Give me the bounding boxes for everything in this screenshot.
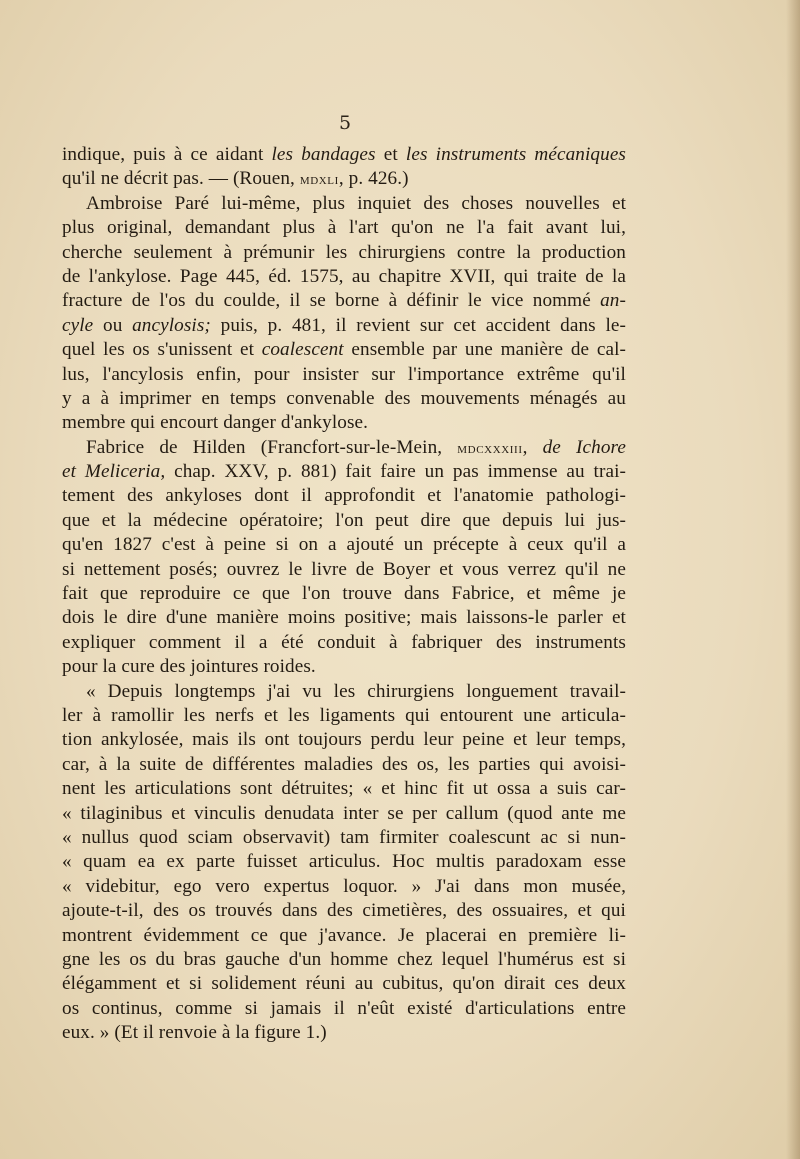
text-line <box>62 484 626 508</box>
text-line <box>62 192 626 216</box>
text-segment: puis, p. 481, il revient sur cet accident dans le- <box>210 314 627 336</box>
text-segment: y a à imprimer en temps convenable des mouvements ménagés au <box>62 387 626 409</box>
text-line <box>62 363 626 387</box>
text-segment: indique, puis à ce aidant <box>62 144 272 165</box>
text-line <box>62 899 626 923</box>
text-segment: Fabrice de Hilden (Francfort-sur-le-Mein, <box>86 436 458 458</box>
text-segment: « nullus quod sciam observavit) tam firmiter coalescunt ac si nun- <box>62 826 626 848</box>
text-line <box>62 533 626 557</box>
text-segment: dois le dire d'une manière moins positive; mais laissons-le parler et <box>62 607 626 629</box>
text-segment: , <box>522 436 543 458</box>
text-line <box>62 997 626 1021</box>
text-line <box>62 241 626 265</box>
text-line <box>62 582 626 606</box>
text-line <box>62 875 626 899</box>
text-line <box>62 753 626 777</box>
page-edge-shadow <box>786 0 800 1159</box>
text-segment: qu'il ne décrit pas. — (Rouen, <box>62 168 300 190</box>
text-line <box>62 704 626 728</box>
text-segment: de l'ankylose. Page 445, éd. 1575, au chapitre XVII, qui traite de la <box>62 265 626 287</box>
text-segment: expliquer comment il a été conduit à fabriquer des instruments <box>62 631 626 653</box>
text-segment: gne les os du bras gauche d'un homme chez lequel l'humérus est si <box>62 948 626 970</box>
text-line <box>62 606 626 630</box>
text-line <box>62 265 626 289</box>
text-line <box>62 460 626 484</box>
text-segment: fracture de l'os du coulde, il se borne à définir le vice nommé <box>62 290 601 312</box>
text-segment: « Depuis longtemps j'ai vu les chirurgiens longuement travail- <box>86 680 626 702</box>
text-line <box>62 802 626 826</box>
text-segment: ajoute-t-il, des os trouvés dans des cimetières, des ossuaires, et qui <box>62 900 626 922</box>
text-line <box>62 167 626 191</box>
text-segment: « quam ea ex parte fuisset articulus. Hoc multis paradoxam esse <box>62 851 626 873</box>
italic-segment: les bandages <box>271 144 376 165</box>
text-segment: car, à la suite de différentes maladies des os, les parties qui avoisi- <box>62 753 626 775</box>
text-line <box>62 1021 626 1045</box>
text-segment: fait que reproduire ce que l'on trouve dans Fabrice, et même je <box>62 583 626 605</box>
text-line <box>62 972 626 996</box>
italic-segment: an- <box>600 290 626 312</box>
small-caps-segment: mdcxxxiii <box>457 440 523 457</box>
text-segment: que et la médecine opératoire; l'on peut dire que depuis lui jus- <box>62 509 626 531</box>
text-line <box>62 411 626 435</box>
text-segment: ou <box>93 314 133 336</box>
text-segment: cherche seulement à prémunir les chirurgiens contre la production <box>62 241 626 263</box>
text-segment: eux. » (Et il renvoie à la figure 1.) <box>62 1022 327 1044</box>
italic-segment: coalescent <box>261 339 344 361</box>
text-line <box>62 387 626 411</box>
text-segment: « tilaginibus et vinculis denudata inter se per callum (quod ante me <box>62 802 626 824</box>
small-caps-segment: mdxli <box>299 172 339 189</box>
text-line <box>62 143 626 167</box>
text-segment: ler à ramollir les nerfs et les ligaments qui entourent une articula- <box>62 704 626 726</box>
text-segment: ensemble par une manière de cal- <box>343 339 626 361</box>
text-line <box>62 777 626 801</box>
text-segment: si nettement posés; ouvrez le livre de Boyer et vous verrez qu'il ne <box>62 558 626 580</box>
italic-segment: cyle <box>62 314 94 336</box>
text-segment: tement des ankyloses dont il approfondit et l'anatomie pathologi- <box>62 485 626 507</box>
text-line <box>62 680 626 704</box>
text-line <box>62 289 626 313</box>
text-line <box>62 338 626 362</box>
text-line <box>62 728 626 752</box>
text-line <box>62 850 626 874</box>
text-segment: qu'en 1827 c'est à peine si on a ajouté un précepte à ceux qu'il a <box>62 534 626 556</box>
text-line <box>62 655 626 679</box>
text-segment: et <box>375 144 406 165</box>
italic-segment: de Ichore <box>542 436 626 458</box>
page-number: 5 <box>338 112 352 134</box>
body-text <box>62 143 626 1045</box>
text-line <box>62 924 626 948</box>
text-segment: nent les articulations sont détruites; « et hinc fit ut ossa a suis car- <box>62 778 626 800</box>
text-segment: montrent évidemment ce que j'avance. Je placerai en première li- <box>62 924 626 946</box>
text-line <box>62 826 626 850</box>
text-segment: , p. 426.) <box>338 168 409 190</box>
text-segment: plus original, demandant plus à l'art qu'on ne l'a fait avant lui, <box>62 217 626 239</box>
text-segment: élégamment et si solidement réuni au cubitus, qu'on dirait ces deux <box>62 973 626 995</box>
text-segment: tion ankylosée, mais ils ont toujours perdu leur peine et leur temps, <box>62 729 626 751</box>
text-line <box>62 948 626 972</box>
text-segment: pour la cure des jointures roides. <box>62 656 316 678</box>
text-line <box>62 558 626 582</box>
text-line <box>62 216 626 240</box>
text-line <box>62 314 626 338</box>
text-segment: quel les os s'unissent et <box>62 339 262 361</box>
text-segment: chap. XXV, p. 881) fait faire un pas immense au trai- <box>165 461 627 483</box>
italic-segment: ancylosis; <box>132 314 211 336</box>
italic-segment: et Meliceria, <box>62 461 166 483</box>
italic-segment: les instruments mécaniques <box>405 144 626 165</box>
text-segment: membre qui encourt danger d'ankylose. <box>62 412 369 434</box>
text-line <box>62 509 626 533</box>
text-segment: os continus, comme si jamais il n'eût existé d'articulations entre <box>62 997 626 1019</box>
text-segment: « videbitur, ego vero expertus loquor. » J'ai dans mon musée, <box>62 875 626 897</box>
text-line <box>62 631 626 655</box>
text-segment: lus, l'ancylosis enfin, pour insister sur l'importance extrême qu'il <box>62 363 626 385</box>
text-line <box>62 436 626 460</box>
text-segment: Ambroise Paré lui-même, plus inquiet des choses nouvelles et <box>86 192 626 214</box>
